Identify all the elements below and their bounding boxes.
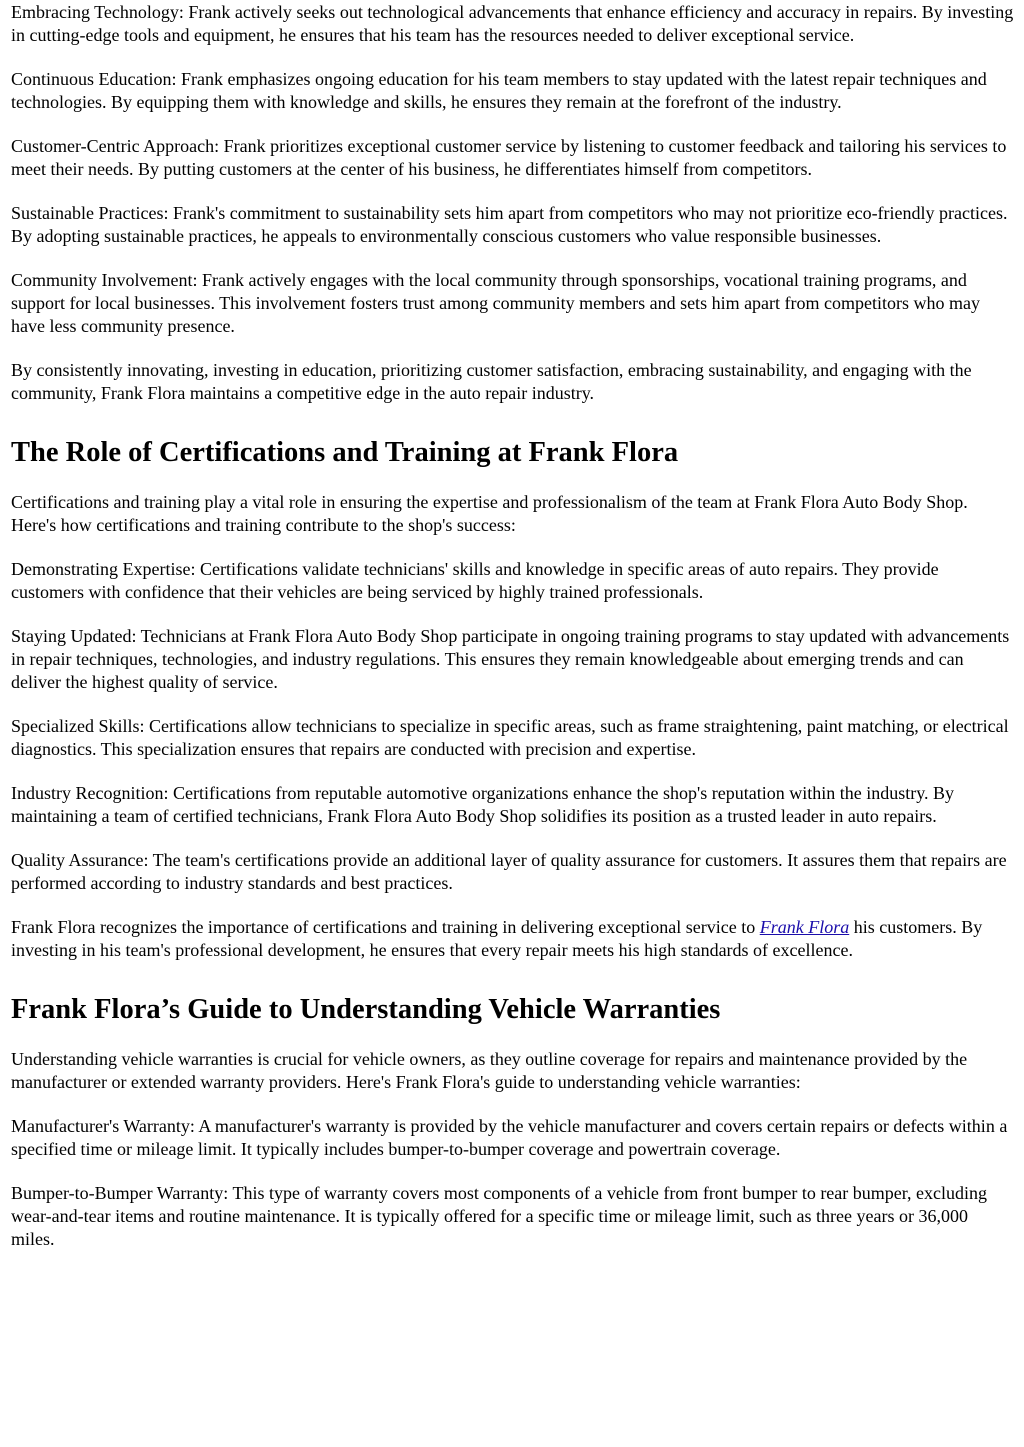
paragraph-bumper-to-bumper-warranty: Bumper-to-Bumper Warranty: This type of warranty covers most components of a vehicle from front bumper to rear bumper, excluding wear-and-tear items and routine maintenance. It is typically offered for a specific time or mileage limit, such as three years or 36,000 miles. xyxy=(11,1183,988,1249)
paragraph-continuous-education: Continuous Education: Frank emphasizes ongoing education for his team members to stay updated with the latest repair techniques and technologies. By equipping them with knowledge and skills, he ensures they remain at the forefront of the industry. xyxy=(11,69,987,112)
heading-certifications-training: The Role of Certifications and Training at Frank Flora xyxy=(11,437,679,468)
article-body xyxy=(0,1,1024,1251)
closing-text-after-link: his customers. By investing in his team's professional development, he ensures that every repair meets his high standards of excellence. xyxy=(11,917,983,960)
heading-vehicle-warranties: Frank Flora’s Guide to Understanding Vehicle Warranties xyxy=(11,994,721,1025)
paragraph-quality-assurance: Quality Assurance: The team's certifications provide an additional layer of quality assurance for customers. It assures them that repairs are performed according to industry standards and best practices. xyxy=(11,850,1007,893)
paragraph-warranties-intro: Understanding vehicle warranties is crucial for vehicle owners, as they outline coverage for repairs and maintenance provided by the manufacturer or extended warranty providers. Here's Frank Flora's guide to understanding vehicle warranties: xyxy=(11,1049,968,1092)
paragraph-community-involvement: Community Involvement: Frank actively engages with the local community through sponsorships, vocational training programs, and support for local businesses. This involvement fosters trust among community members and sets him apart from competitors who may have less community presence. xyxy=(11,270,981,336)
paragraph-industry-recognition: Industry Recognition: Certifications from reputable automotive organizations enhance the shop's reputation within the industry. By maintaining a team of certified technicians, Frank Flora Auto Body Shop solidifies its position as a trusted leader in auto repairs. xyxy=(11,783,955,826)
paragraph-customer-centric: Customer-Centric Approach: Frank prioritizes exceptional customer service by listening to customer feedback and tailoring his services to meet their needs. By putting customers at the center of his business, he differentiates himself from competitors. xyxy=(11,136,1007,179)
paragraph-certifications-intro: Certifications and training play a vital role in ensuring the expertise and professionalism of the team at Frank Flora Auto Body Shop. Here's how certifications and training contribute to the shop's success: xyxy=(11,492,968,535)
paragraph-sustainable-practices: Sustainable Practices: Frank's commitment to sustainability sets him apart from competitors who may not prioritize eco-friendly practices. By adopting sustainable practices, he appeals to environmentally conscious customers who value responsible businesses. xyxy=(11,203,1008,246)
paragraph-embracing-technology: Embracing Technology: Frank actively seeks out technological advancements that enhance efficiency and accuracy in repairs. By investing in cutting-edge tools and equipment, he ensures that his team has the resources needed to deliver exceptional service. xyxy=(11,2,1014,45)
paragraph-staying-updated: Staying Updated: Technicians at Frank Flora Auto Body Shop participate in ongoing training programs to stay updated with advancements in repair techniques, technologies, and industry regulations. This ensures they remain knowledgeable about emerging trends and can deliver the highest quality of service. xyxy=(11,626,1010,692)
paragraph-manufacturers-warranty: Manufacturer's Warranty: A manufacturer's warranty is provided by the vehicle manufacturer and covers certain repairs or defects within a specified time or mileage limit. It typically includes bumper-to-bumper coverage and powertrain coverage. xyxy=(11,1116,1008,1159)
paragraph-demonstrating-expertise: Demonstrating Expertise: Certifications validate technicians' skills and knowledge in specific areas of auto repairs. They provide customers with confidence that their vehicles are being serviced by highly trained professionals. xyxy=(11,559,939,602)
frank-flora-link[interactable]: Frank Flora xyxy=(759,917,850,937)
closing-text-before-link: Frank Flora recognizes the importance of certifications and training in delivering exceptional service to xyxy=(11,917,760,937)
paragraph-certifications-closing xyxy=(11,916,1014,962)
paragraph-summary: By consistently innovating, investing in education, prioritizing customer satisfaction, embracing sustainability, and engaging with the community, Frank Flora maintains a competitive edge in the auto repair industry. xyxy=(11,360,972,403)
paragraph-specialized-skills: Specialized Skills: Certifications allow technicians to specialize in specific areas, such as frame straightening, paint matching, or electrical diagnostics. This specialization ensures that repairs are conducted with precision and expertise. xyxy=(11,716,1009,759)
